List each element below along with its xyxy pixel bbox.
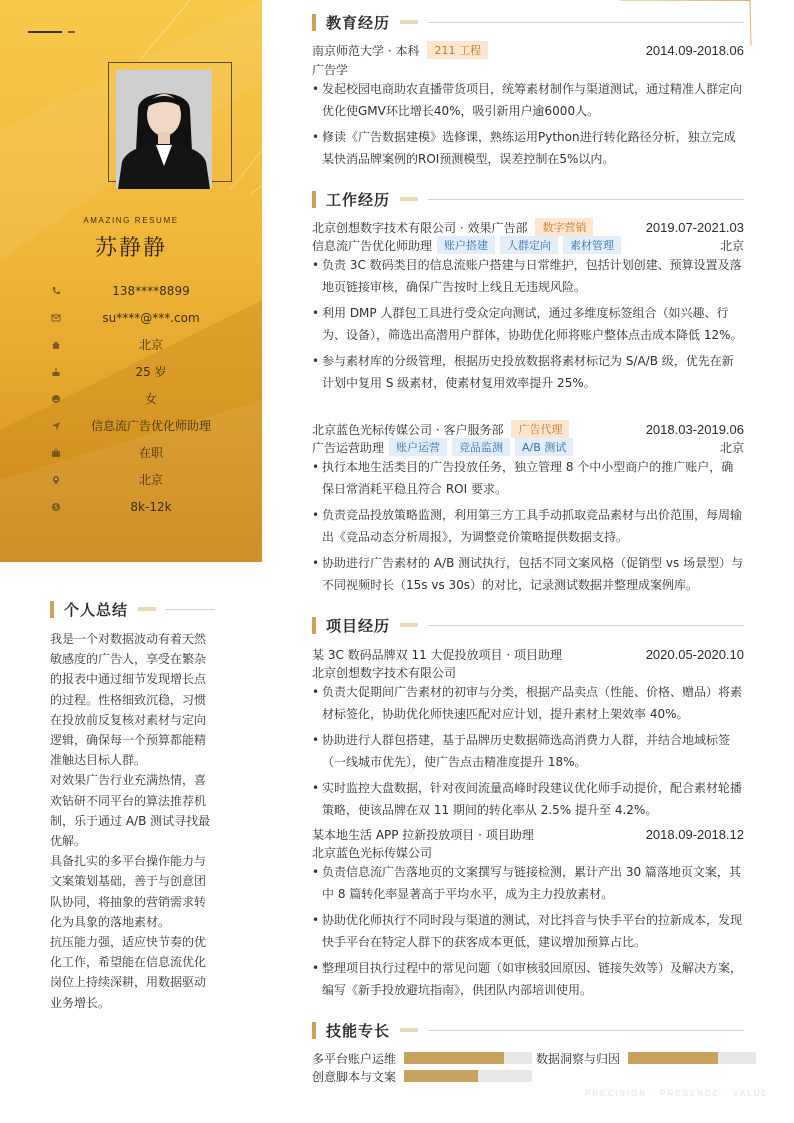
cake-icon <box>50 366 62 378</box>
project-date: 2018.09-2018.12 <box>645 826 744 842</box>
bullet-item: • 负责信息流广告落地页的文案撰写与链接检测，累计产出 30 篇落地页文案，其中 8 篇转化率显著高于平均水平，成为主力投放素材。 <box>312 861 744 905</box>
major-row <box>312 60 744 78</box>
skill-tag: 竞品监测 <box>452 438 510 456</box>
salary-text: 8k-12k <box>130 499 172 514</box>
school-tag: 211 工程 <box>427 41 488 59</box>
bullet-item: • 协助进行广告素材的 A/B 测试执行，包括不同文案风格（促销型 vs 场景型）与不同视频时长（15s vs 30s）的对比，记录测试数据并整理成案例库。 <box>312 552 744 596</box>
job-role: 信息流广告优化师助理 <box>312 238 433 253</box>
job-date: 2019.07-2021.03 <box>645 219 744 235</box>
skill-bar <box>404 1052 532 1064</box>
skill-label: 多平台账户运维 <box>312 1051 397 1066</box>
skill-fill <box>628 1052 718 1064</box>
heading-accent-bar <box>312 14 316 31</box>
heading-rule <box>428 22 744 23</box>
bullet-item: • 整理项目执行过程中的常见问题（如审核驳回原因、链接失效等）及解决方案，编写《新手投放避坑指南》，供团队内部培训使用。 <box>312 957 744 1001</box>
heading-rule <box>428 625 744 626</box>
bullet-item: • 修读《广告数据建模》选修课，熟练运用Python进行转化路径分析，独立完成某快消品牌案例的ROI预测模型，误差控制在5%以内。 <box>312 126 744 170</box>
job-city: 北京 <box>719 238 744 253</box>
home-icon <box>50 339 62 351</box>
heading-rule <box>428 1030 744 1031</box>
job-role: 广告运营助理 <box>312 440 385 455</box>
project-name: 某 3C 数码品牌双 11 大促投放项目 · 项目助理 <box>312 647 562 662</box>
bullet-item: • 执行本地生活类目的广告投放任务，独立管理 8 个中小型商户的推广账户，确保日常消耗平稳且符合 ROI 要求。 <box>312 456 744 500</box>
heading-rule <box>166 609 215 610</box>
mail-icon <box>50 312 62 324</box>
summary-title: 个人总结 <box>64 600 129 619</box>
skill-fill <box>404 1052 504 1064</box>
summary-paragraph: 我是一个对数据波动有着天然敏感度的广告人，享受在繁杂的报表中通过细节发现增长点的过程。性格细致沉稳，习惯在投放前反复核对素材与定向逻辑，确保每一个预算都能精准触达目标人群。 <box>50 632 207 768</box>
status-text: 在职 <box>138 446 163 460</box>
projects-title: 项目经历 <box>326 616 391 635</box>
heading-accent-bar <box>312 617 316 634</box>
bullet-item: • 负责大促期间广告素材的初审与分类，根据产品卖点（性能、价格、赠品）将素材标签化，协助优化师快速匹配对应计划，提升素材上架效率 40%。 <box>312 681 744 725</box>
job-bullets <box>312 456 744 600</box>
skill-row <box>536 1049 756 1067</box>
footer-watermark: PRECISION · PRESENCE · VALUE <box>585 1089 769 1098</box>
skill-label: 数据洞察与归因 <box>536 1051 621 1066</box>
job-tag: 广告代理 <box>511 420 569 438</box>
project-bullets <box>312 861 744 1005</box>
skill-tag: 人群定向 <box>500 236 558 254</box>
skill-tag: 素材管理 <box>563 236 621 254</box>
tagline: AMAZING RESUME <box>83 216 179 225</box>
skill-label: 创意脚本与文案 <box>312 1069 397 1084</box>
project-company-row <box>312 663 744 681</box>
skill-tag: 账户运营 <box>389 438 447 456</box>
job-role-row <box>312 236 744 254</box>
job-date: 2018.03-2019.06 <box>645 421 744 437</box>
education-heading <box>312 13 744 31</box>
bullet-item: • 利用 DMP 人群包工具进行受众定向测试，通过多维度标签组合（如兴趣、行为、设备），筛选出高潜用户群体，协助优化师将账户整体点击成本降低 12%。 <box>312 302 744 346</box>
info-row-position <box>50 412 240 439</box>
gender-text: 女 <box>144 392 157 406</box>
summary-heading <box>50 600 215 618</box>
skill-tag: A/B 测试 <box>515 438 573 456</box>
info-row-gender <box>50 385 240 412</box>
heading-pill <box>400 20 418 24</box>
project-name: 某本地生活 APP 拉新投放项目 · 项目助理 <box>312 827 534 842</box>
bullet-item: • 实时监控大盘数据，针对夜间流量高峰时段建议优化师手动提价，配合素材轮播策略，使该品牌在双 11 期间的转化率从 2.5% 提升至 4.2%。 <box>312 777 744 821</box>
bullet-item: • 协助进行人群包搭建，基于品牌历史数据筛选高消费力人群，并结合地域标签（一线城市优先），使广告点击精准度提升 18%。 <box>312 729 744 773</box>
skill-row <box>312 1049 532 1067</box>
info-row-email <box>50 304 240 331</box>
heading-pill <box>400 1028 418 1032</box>
heading-pill <box>400 623 418 627</box>
info-row-city <box>50 331 240 358</box>
projects-heading <box>312 616 744 634</box>
job-header <box>312 420 744 438</box>
skill-bar <box>404 1070 532 1082</box>
project-date: 2020.05-2020.10 <box>645 646 744 662</box>
phone-icon <box>50 285 62 297</box>
education-bullets <box>312 78 744 174</box>
briefcase-icon <box>50 447 62 459</box>
education-date: 2014.09-2018.06 <box>645 42 744 58</box>
bullet-item: • 负责竞品投放策略监测，利用第三方工具手动抓取竞品素材与出价范围，每周输出《竞品动态分析周报》，为调整竞价策略提供数据支持。 <box>312 504 744 548</box>
summary-paragraph: 抗压能力强，适应快节奏的优化工作，希望能在信息流优化岗位上持续深耕，用数据驱动业务增长。 <box>50 935 207 1010</box>
work-title: 工作经历 <box>326 190 391 209</box>
education-title: 教育经历 <box>326 13 391 32</box>
project-header <box>312 825 744 843</box>
location-icon <box>50 474 62 486</box>
decorative-dashes <box>28 31 75 33</box>
heading-pill <box>138 607 156 611</box>
summary-paragraph: 对效果广告行业充满热情，喜欢钻研不同平台的算法推荐机制，乐于通过 A/B 测试寻找最优解。 <box>50 773 211 849</box>
info-row-location <box>50 466 240 493</box>
work-heading <box>312 190 744 208</box>
summary-text <box>50 629 212 1013</box>
svg-text:$: $ <box>54 503 58 511</box>
info-row-phone <box>50 277 240 304</box>
job-company: 北京蓝色光标传媒公司 · 客户服务部 <box>312 422 504 437</box>
job-bullets <box>312 254 744 398</box>
send-icon <box>50 420 62 432</box>
bullet-item: • 负责 3C 数码类目的信息流账户搭建与日常维护，包括计划创建、预算设置及落地页链接审核，确保广告按时上线且无违规风险。 <box>312 254 744 298</box>
location-text: 北京 <box>138 473 163 487</box>
heading-pill <box>400 197 418 201</box>
project-company: 北京创想数字技术有限公司 <box>312 665 457 680</box>
project-company-row <box>312 843 744 861</box>
smile-icon <box>50 393 62 405</box>
profile-photo <box>116 70 212 189</box>
profile-panel <box>0 0 262 562</box>
info-row-salary <box>50 493 240 520</box>
contact-info-list <box>50 277 240 520</box>
summary-paragraph: 具备扎实的多平台操作能力与文案策划基础，善于与创意团队协同，将抽象的营销需求转化为具象的落地素材。 <box>50 854 207 929</box>
education-row <box>312 41 744 59</box>
job-city: 北京 <box>719 440 744 455</box>
age-text: 25 岁 <box>135 365 167 379</box>
email-text: su****@***.com <box>102 310 200 325</box>
heading-accent-bar <box>312 191 316 208</box>
job-company: 北京创想数字技术有限公司 · 效果广告部 <box>312 220 528 235</box>
skill-fill <box>404 1070 478 1082</box>
candidate-name: 苏静静 <box>94 236 167 261</box>
bullet-item: • 协助优化师执行不同时段与渠道的测试，对比抖音与快手平台的拉新成本，发现快手平台在特定人群下的获客成本更低，建议增加预算占比。 <box>312 909 744 953</box>
info-row-status <box>50 439 240 466</box>
salary-icon <box>50 501 62 513</box>
school-name: 南京师范大学 · 本科 <box>312 43 420 58</box>
info-row-age <box>50 358 240 385</box>
heading-rule <box>428 199 744 200</box>
major-name: 广告学 <box>312 62 349 77</box>
job-tag: 数字营销 <box>535 218 593 236</box>
project-header <box>312 645 744 663</box>
skill-tag: 账户搭建 <box>437 236 495 254</box>
skills-heading <box>312 1021 744 1039</box>
heading-accent-bar <box>50 601 54 618</box>
project-company: 北京蓝色光标传媒公司 <box>312 845 433 860</box>
bullet-item: • 发起校园电商助农直播带货项目，统筹素材制作与渠道测试，通过精准人群定向优化使GMV环比增长40%，吸引新用户逾6000人。 <box>312 78 744 122</box>
heading-accent-bar <box>312 1022 316 1039</box>
position-text: 信息流广告优化师助理 <box>90 419 211 433</box>
job-role-row <box>312 438 744 456</box>
skill-row <box>312 1067 532 1085</box>
phone-text: 138****8899 <box>112 283 190 298</box>
skills-title: 技能专长 <box>326 1021 391 1040</box>
bullet-item: • 参与素材库的分级管理，根据历史投放数据将素材标记为 S/A/B 级，优先在新计划中复用 S 级素材，使素材复用效率提升 25%。 <box>312 350 744 394</box>
skill-bar <box>628 1052 756 1064</box>
project-bullets <box>312 681 744 825</box>
city-text: 北京 <box>138 338 163 352</box>
job-header <box>312 218 744 236</box>
